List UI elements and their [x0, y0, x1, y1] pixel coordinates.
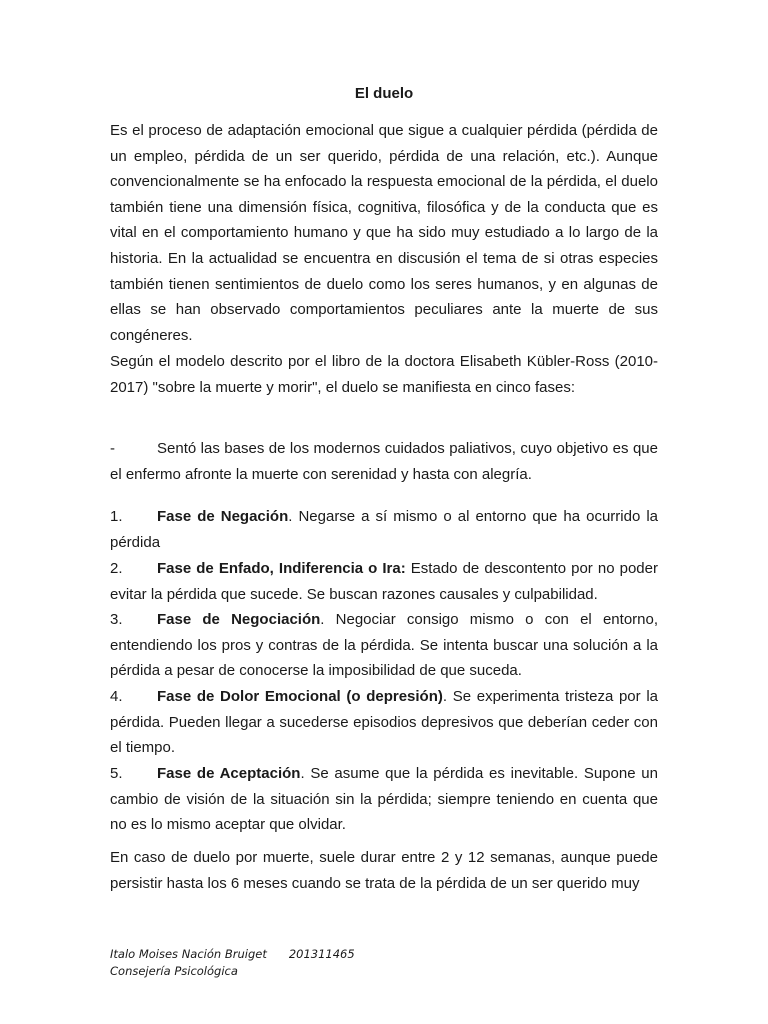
- phase-text: . Se experimenta tristeza por la pérdida. Pueden llegar a sucederse episodios depresivos que deberían ceder con el tiempo.: [110, 688, 658, 757]
- phase-name: Fase de Negociación: [157, 611, 321, 628]
- page-title: El duelo: [354, 85, 414, 102]
- bullet-paragraph: [110, 436, 658, 487]
- phase-text: Estado de descontento por no poder evitar la pérdida que sucede. Se buscan razones causales y culpabilidad.: [110, 560, 658, 603]
- duration-paragraph: En caso de duelo por muerte, suele durar entre 2 y 12 semanas, aunque puede persistir hasta los 6 meses cuando se trata de la pérdida de un ser querido muy: [110, 849, 658, 892]
- phase-number: 2.: [110, 560, 123, 577]
- bullet-text: Sentó las bases de los modernos cuidados paliativos, cuyo objetivo es que el enfermo afronte la muerte con serenidad y hasta con alegría.: [110, 440, 658, 483]
- phase-name: Fase de Aceptación: [157, 765, 301, 782]
- phase-text: . Negarse a sí mismo o al entorno que ha ocurrido la pérdida: [110, 508, 659, 551]
- phase-item: [110, 684, 658, 761]
- phase-text: . Negociar consigo mismo o con el entorno, entendiendo los pros y contras de la pérdida. Se intenta buscar una solución a la pérdida a pesar de conocerse la imposibilidad de que suceda.: [110, 611, 659, 680]
- phase-number: 1.: [110, 508, 123, 525]
- phase-item: [110, 556, 658, 607]
- model-paragraph: Según el modelo descrito por el libro de la doctora Elisabeth Kübler-Ross (2010-2017) "sobre la muerte y morir", el duelo se manifiesta en cinco fases:: [110, 353, 658, 396]
- footer-line-1: [110, 946, 355, 963]
- footer-author: Italo Moises Nación Bruiget: [110, 947, 267, 961]
- phase-text: . Se asume que la pérdida es inevitable. Supone un cambio de visión de la situación sin la pérdida; siempre teniendo en cuenta que no es lo mismo aceptar que olvidar.: [110, 765, 658, 834]
- phase-item: [110, 761, 658, 838]
- footer-course: Consejería Psicológica: [110, 964, 238, 978]
- phase-item: [110, 504, 658, 555]
- footer-student-id: 201311465: [288, 947, 355, 961]
- phase-name: Fase de Dolor Emocional (o depresión): [157, 688, 443, 705]
- phase-item: [110, 607, 658, 684]
- phase-number: 5.: [110, 765, 123, 782]
- phase-name: Fase de Negación: [157, 508, 289, 525]
- phase-number: 4.: [110, 688, 123, 705]
- phase-number: 3.: [110, 611, 123, 628]
- page-footer: [110, 946, 355, 980]
- intro-paragraph: Es el proceso de adaptación emocional que sigue a cualquier pérdida (pérdida de un empleo, pérdida de un ser querido, pérdida de una relación, etc.). Aunque convencionalmente se ha enfocado la respuesta emocional de la pérdida, el duelo también tiene una dimensión física, cognitiva, filosófica y de la conducta que es vital en el comportamiento humano y que ha sido muy estudiado a lo largo de la historia. En la actualidad se encuentra en discusión el tema de si otras especies también tienen sentimientos de duelo como los seres humanos, y en algunas de ellas se han observado comportamientos peculiares ante la muerte de sus congéneres.: [110, 122, 658, 344]
- phase-name: Fase de Enfado, Indiferencia o Ira:: [157, 560, 406, 577]
- bullet-dash: -: [110, 440, 115, 457]
